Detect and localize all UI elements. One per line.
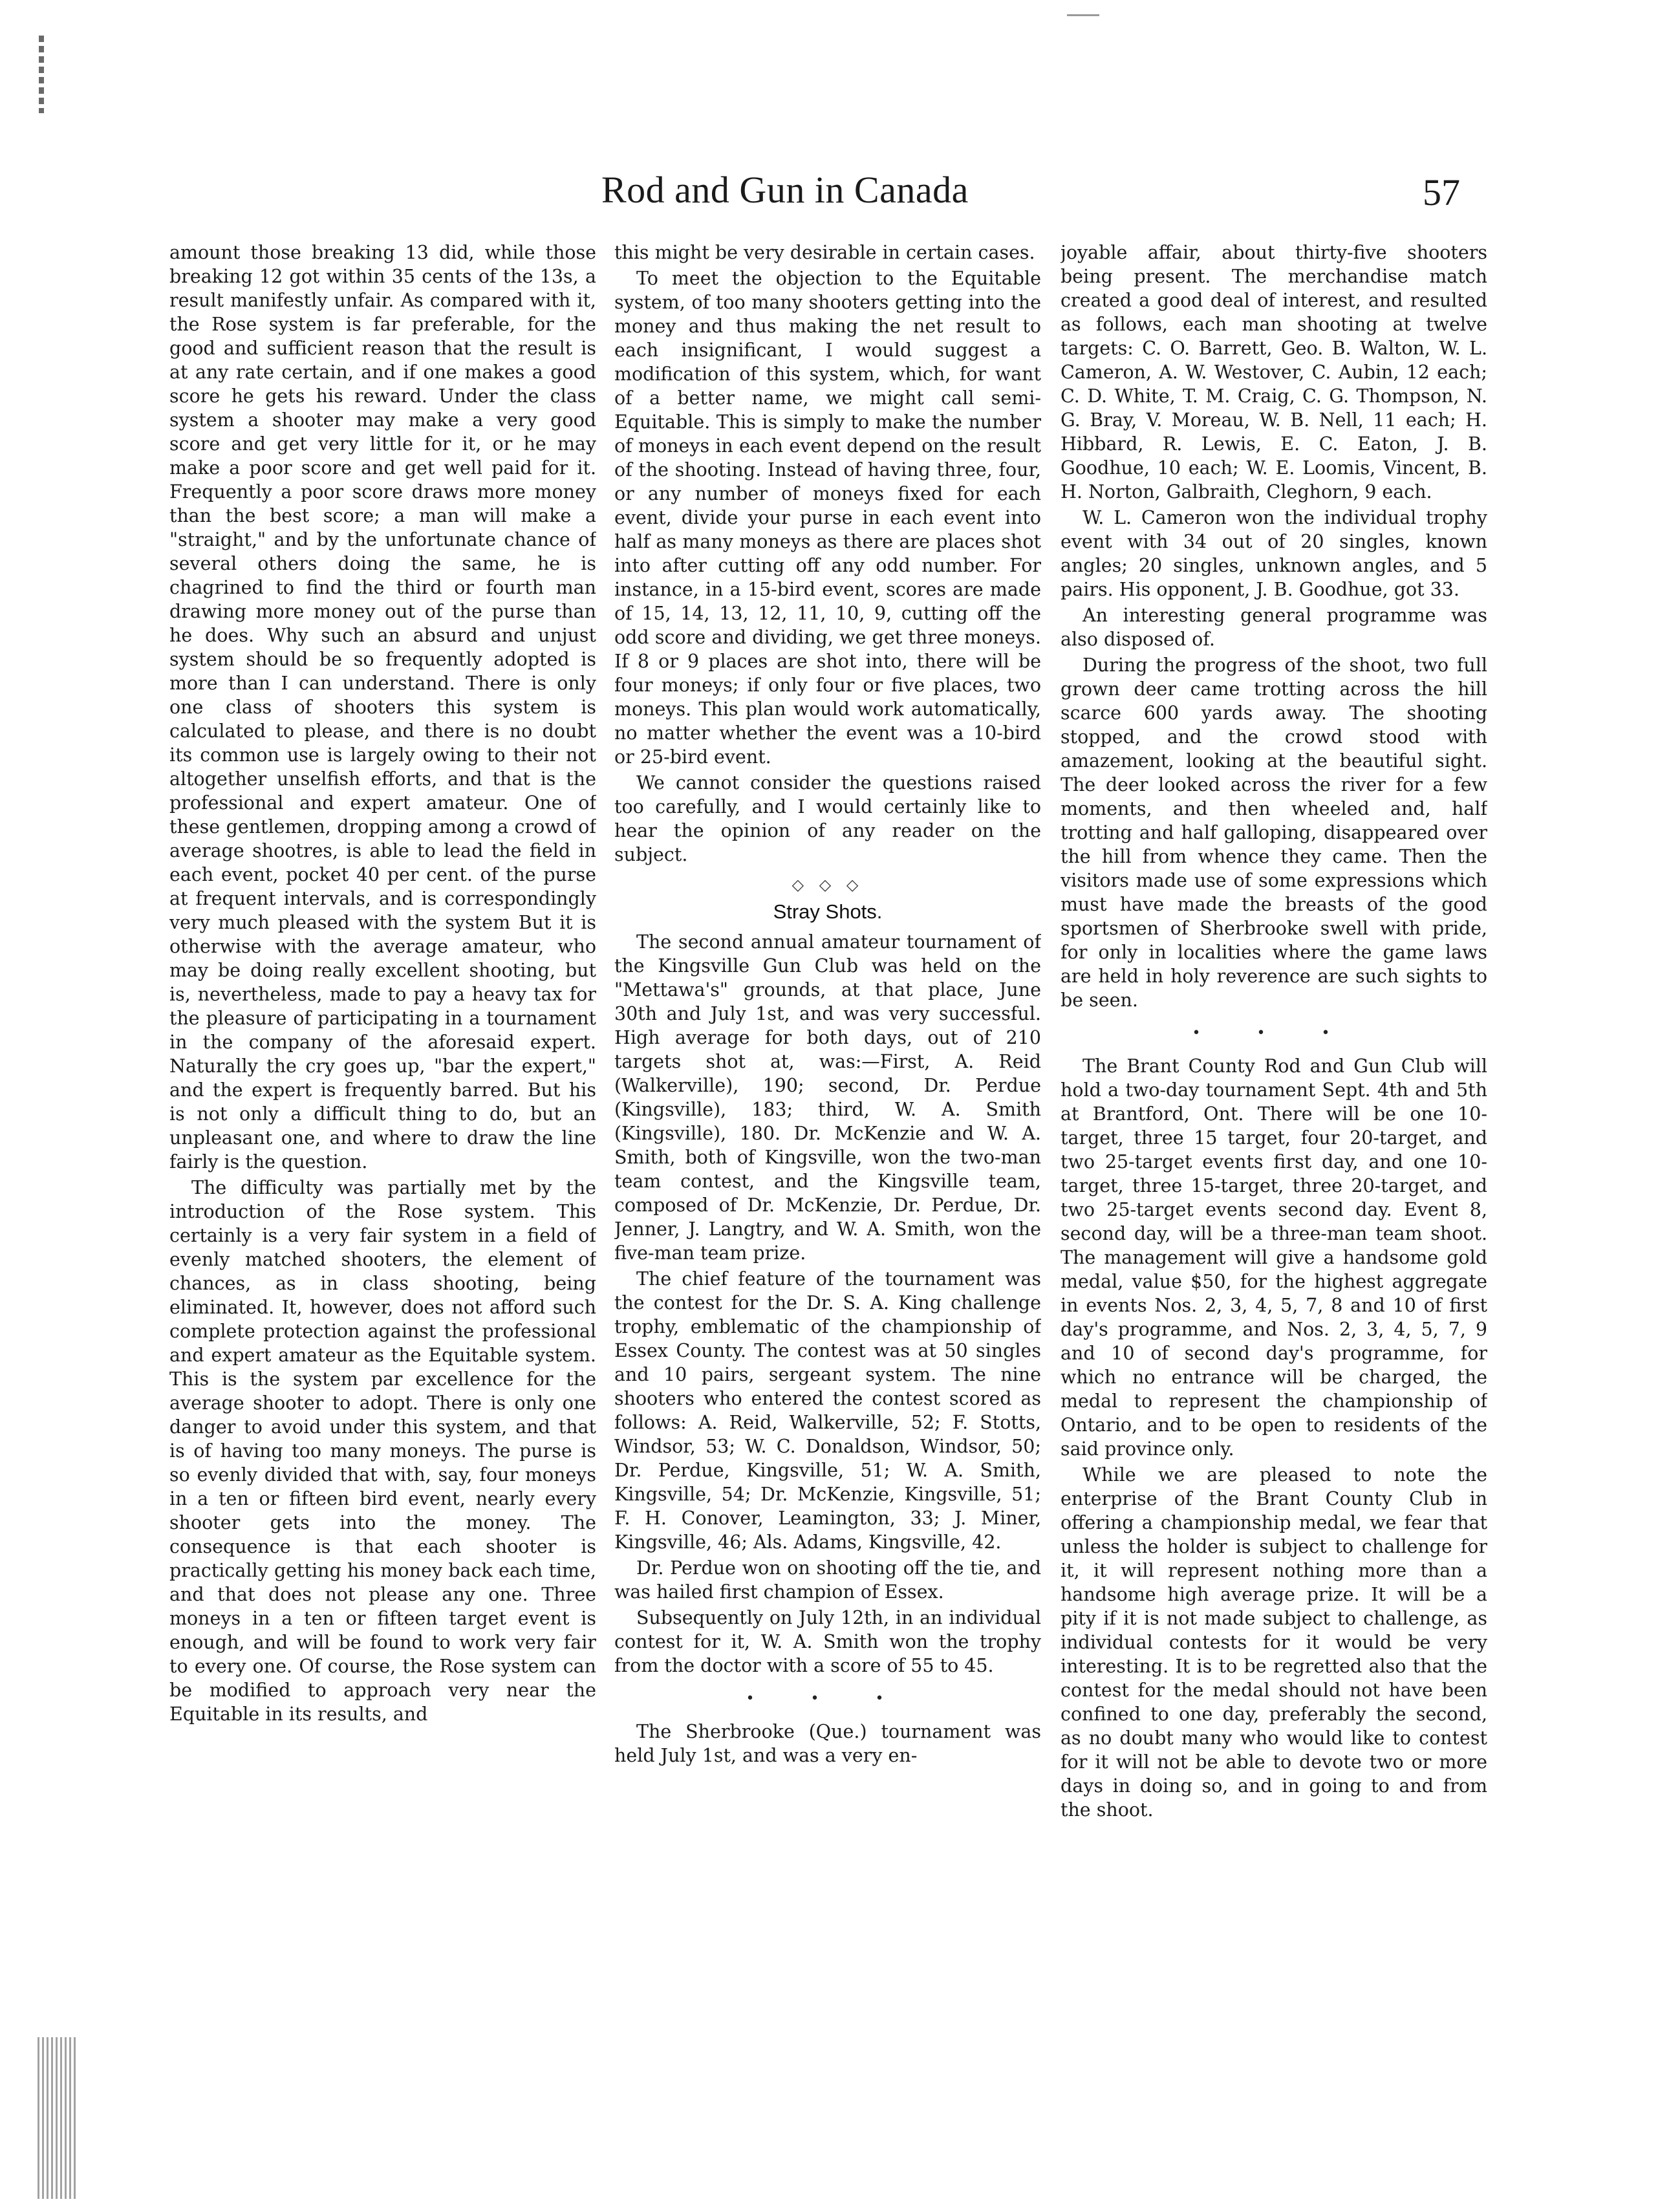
paragraph: We cannot consider the questions raised too carefully, and I would certainly like to hear the opinion of any reader on the subject. (614, 772, 1041, 865)
paragraph: An interesting general programme was also disposed of. (1061, 605, 1487, 650)
item-separator: • • • (1192, 1025, 1356, 1041)
item-separator: • • • (746, 1691, 910, 1707)
scan-edge-mark-top (39, 36, 44, 113)
paragraph: During the progress of the shoot, two full grown deer came trotting across the hill scarce 600 yards away. The shooting stopped, and the crowd stood with amazement, looking at the beautiful sight. The deer looked across the river for a few moments, and then wheeled and, half trotting and half galloping, disappeared over the hill from whence they came. Then the visitors made use of some expressions which must have made the breasts of the good sportsmen of Sherbrooke swell with pride, for only in localities where the game laws are held in holy reverence are such sights to be seen. (1061, 654, 1487, 1011)
scan-mark-top-rule (1067, 14, 1099, 16)
text-column-3 (1061, 241, 1487, 2026)
paragraph: The difficulty was partially met by the introduction of the Rose system. This certainly is a very fair system in a field of evenly matched shooters, the element of chances, as in class shooting, being eliminated. It, however, does not afford such complete protection against the professional and expert amateur as the Equitable system. This is the system par excellence for the average shooter to adopt. There is only one danger to avoid under this system, and that is of having too many moneys. The purse is so evenly divided that with, say, four moneys in a ten or fifteen bird event, nearly every shooter gets into the money. The consequence is that each shooter is practically getting his money back each time, and that does not please any one. Three moneys in a ten or fifteen target event is enough, and will be found to work very fair to every one. Of course, the Rose system can be modified to approach very near the Equitable in its results, and (169, 1177, 596, 1725)
paragraph: The Sherbrooke (Que.) tournament was held July 1st, and was a very en- (614, 1721, 1041, 1766)
text-column-2 (614, 241, 1041, 2038)
text-column-1 (169, 241, 596, 2026)
paragraph: The second annual amateur tournament of the Kingsville Gun Club was held on the "Mettawa's" grounds, at that place, June 30th and July 1st, and was very successful. High average for both days, out of 210 targets shot at, was:—First, A. Reid (Walkerville), 190; second, Dr. Perdue (Kingsville), 183; third, W. A. Smith (Kingsville), 180. Dr. McKenzie and W. A. Smith, both of Kingsville, won the two-man team contest, and the Kingsville team, composed of Dr. McKenzie, Dr. Perdue, Dr. Jenner, J. Langtry, and W. A. Smith, won the five-man team prize. (614, 931, 1041, 1264)
scan-edge-mark-bottom (38, 2037, 76, 2199)
page-number: 57 (1423, 171, 1460, 213)
section-heading: Stray Shots. (773, 900, 883, 923)
paragraph: The chief feature of the tournament was the contest for the Dr. S. A. King challenge trophy, emblematic of the championship of Essex County. The contest was at 50 singles and 10 pairs, sergeant system. The nine shooters who entered the contest scored as follows: A. Reid, Walkerville, 52; F. Stotts, Windsor, 53; W. C. Donaldson, Windsor, 50; Dr. Perdue, Kingsville, 51; W. A. Smith, Kingsville, 54; Dr. McKenzie, Kingsville, 51; F. H. Conover, Leamington, 33; J. Miner, Kingsville, 46; Als. Adams, Kingsville, 42. (614, 1268, 1041, 1553)
paragraph: this might be very desirable in certain cases. (614, 242, 1035, 263)
paragraph: The Brant County Rod and Gun Club will hold a two-day tournament Sept. 4th and 5th at Brantford, Ont. There will be one 10-target, three 15 target, four 20-target, and two 25-target events first day, and one 10-target, three 15-target, three 20-target, and two 25-target events second day. Event 8, second day, will be a three-man team shoot. The management will give a handsome gold medal, value $50, for the highest aggregate in events Nos. 2, 3, 4, 5, 7, 8 and 10 of first day's programme, and Nos. 2, 3, 4, 5, 7, 9 and 10 of second day's programme, for which no entrance will be charged, the medal to represent the championship of Ontario, and to be open to residents of the said province only. (1061, 1055, 1487, 1460)
paragraph: amount those breaking 13 did, while those breaking 12 got within 35 cents of the 13s, a result manifestly unfair. As compared with it, the Rose system is far preferable, for the good and sufficient reason that the result is at any rate certain, and if one makes a good score he gets his reward. Under the class system a shooter may make a very good score and get very little for it, or he may make a poor score and get well paid for it. Frequently a poor score draws more money than the best score; a man will make a "straight," and by the unfortunate chance of several others doing the same, he is chagrined to find the third or fourth man drawing more money out of the purse than he does. Why such an absurd and unjust system should be so frequently adopted is more than I can understand. There is only one class of shooters this system is calculated to please, and there is no doubt its common use is largely owing to their not altogether unselfish efforts, and that is the professional and expert amateur. One of these gentlemen, dropping among a crowd of average shootres, is able to lead the field in each event, pocket 40 per cent. of the purse at frequent intervals, and is correspondingly very much pleased with the system But it is otherwise with the average amateur, who may be doing really excellent shooting, but is, nevertheless, made to pay a heavy tax for the pleasure of participating in a tournament in the company of the aforesaid expert. Naturally the cry goes up, "bar the expert," and the expert is frequently barred. But his is not only a difficult thing to do, but an unpleasant one, and where to draw the line fairly is the question. (169, 242, 596, 1173)
running-title: Rod and Gun in Canada (601, 169, 969, 211)
paragraph: Dr. Perdue won on shooting off the tie, and was hailed first champion of Essex. (614, 1557, 1041, 1603)
paragraph: joyable affair, about thirty-five shooters being present. The merchandise match created a good deal of interest, and resulted as follows, each man shooting at twelve targets: C. O. Barrett, Geo. B. Walton, W. L. Cameron, A. W. Westover, C. Aubin, 12 each; C. D. White, T. M. Craig, C. G. Thompson, N. G. Bray, V. Moreau, W. B. Nell, 11 each; H. Hibbard, R. Lewis, E. C. Eaton, J. B. Goodhue, 10 each; W. E. Loomis, Vincent, B. H. Norton, Galbraith, Cleghorn, 9 each. (1061, 242, 1487, 503)
paragraph: Subsequently on July 12th, in an individual contest for it, W. A. Smith won the trophy from the doctor with a score of 55 to 45. (614, 1607, 1041, 1676)
paragraph: W. L. Cameron won the individual trophy event with 34 out of 20 singles, known angles; 20 singles, unknown angles, and 5 pairs. His opponent, J. B. Goodhue, got 33. (1061, 507, 1487, 600)
section-ornament: ◇ ◇ ◇ (792, 876, 864, 894)
paragraph: While we are pleased to note the enterprise of the Brant County Club in offering a championship medal, we fear that unless the holder is subject to challenge for it, it will represent nothing more than a handsome high average prize. It will be a pity if it is not made subject to challenge, as individual contests for it would be very interesting. It is to be regretted also that the contest for the medal should not have been confined to one day, preferably the second, as no doubt many who would like to contest for it will not be able to devote two or more days in doing so, and in going to and from the shoot. (1061, 1464, 1487, 1821)
paragraph: To meet the objection to the Equitable system, of too many shooters getting into the money and thus making the net result to each insignificant, I would suggest a modification of this system, which, for want of a better name, we might call semi-Equitable. This is simply to make the number of moneys in each event depend on the result of the shooting. Instead of having three, four, or any number of moneys fixed for each event, divide your purse in each event into half as many moneys as there are places shot into after cutting off any odd number. For instance, in a 15-bird event, scores are made of 15, 14, 13, 12, 11, 10, 9, cutting off the odd score and dividing, we get three moneys. If 8 or 9 places are shot into, there will be four moneys; if only four or five places, two moneys. This plan would work automatically, no matter whether the event was a 10-bird or 25-bird event. (614, 268, 1041, 768)
